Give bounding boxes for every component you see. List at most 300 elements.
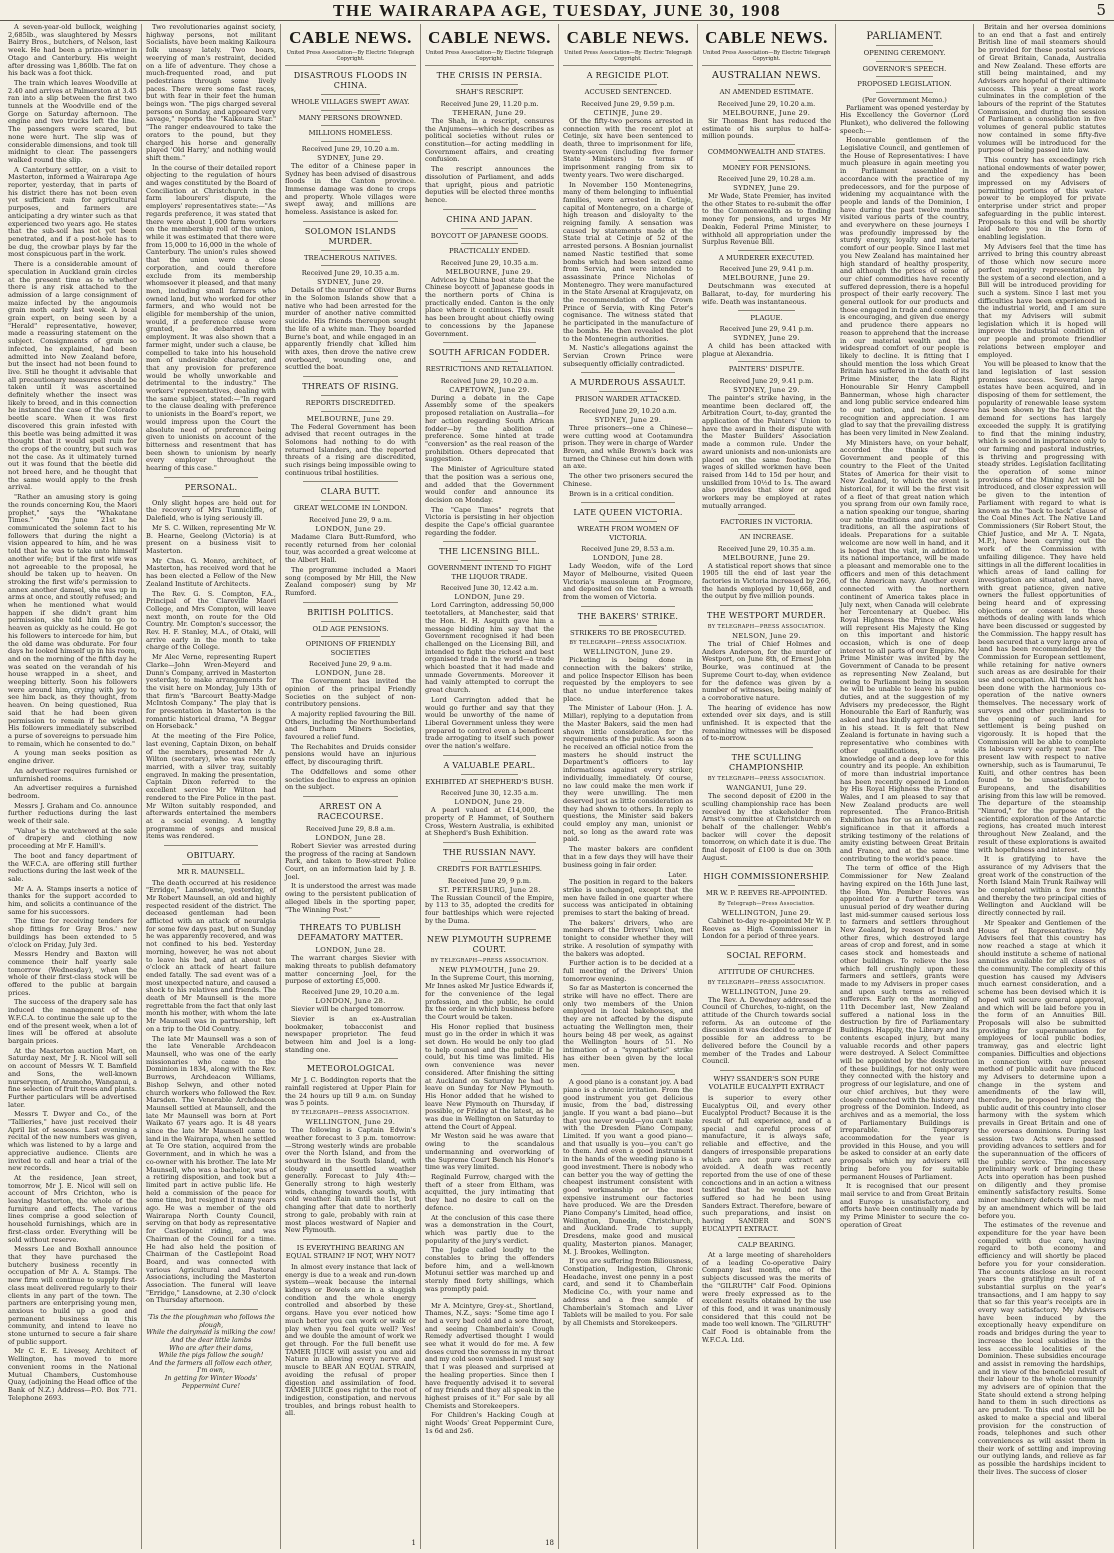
article-heading: ARREST ON A RACECOURSE.	[317, 801, 384, 821]
received-time: Received June 29, 10.20 a.m.	[301, 988, 400, 997]
divider	[599, 84, 657, 85]
column-2	[142, 24, 281, 1549]
divider	[321, 636, 380, 637]
article-paragraph: In the course of their detailed report objecting to the regulation of hours and wages constituted by the Board of Conciliation at Christchurch in the farm labourers' dispute, the employers' representatives state:—"As regards preference, it was stated that there were about 1,600 farm workers on the membership roll of the union, while it was estimated that there were from 15,000 to 16,000 in the whole of Canterbury. The union's rules showed that the union were a close corporation, and could therefore exclude from its membership whomsoever it pleased, and that many men, including small farmers who owned land, but who worked for other farmers, and who would not be eligible for membership of the union, would, if a preference clause were granted, be debarred from employment. It was also shown that a farmer might, under such a clause, be compelled to take into his household men of undesirable character, and that any provision for preference would be wholly unworkable and detrimental to the industry." The workers' representatives, dealing with the same subject, stated:—"In regard to the clause dealing with preference to unionists in the Board's report, we would impress upon the Court the absolute need of preference being given to unionists on account of the bitterness and resentment that has been shown to unionism by nearly every employer throughout the hearing of this case."	[146, 163, 276, 473]
dateline-place: MELBOURNE, June 29.	[722, 553, 811, 562]
article-paragraph: The second deposit of £200 in the sculling championship race has been received by the stakeholder from Arnst's committee at Christchurch on behalf of the challenger. Webb's backer will cover the deposit tomorrow, on which date it is due. The final deposit of £100 is due on 30th August.	[702, 792, 831, 862]
article-paragraph: The master bakers are confident that in a few days they will have their business going in fair order.	[563, 845, 693, 869]
divider	[720, 945, 813, 946]
article-paragraph: The other two prisoners secured the Chinese.	[563, 472, 693, 488]
column-6-cable-news	[698, 24, 836, 1549]
advertisement-text: A good piano is a constant joy. A bad piano is a chronic irritation. From the good instrument you get delicious music, from the bad, distressing jangle. If you want a bad piano—but that you never would—you can't make with the Dresden Piano Company, Limited. If you want a good piano—and that usually is you—you can't go to them. And even a good instrument in the hands of the weeding piano is a good investment. There is nobody who can better you the way of getting the cheapest instrument consistent with good workmanship or the most expensive instrument our factories have produced. We are the Dresden Piano Company's Limited, head office, Wellington, Dunedin, Christchurch, and Auckland. Trade to supply Dresdens, make good and musical quality, Masterton pianos. Manager, M. J. Brookes, Wellington.	[563, 1078, 693, 1256]
dateline-place: SYDNEY, June 29.	[594, 415, 662, 424]
speech-paragraph: The term of office of the High Commissioner for New Zealand having expired on the 16th June last, the Hon. Wm. Pember Reeves was appointed for a further term. An unusual period of dry weather during last mid-summer caused serious loss to farmers and settlers throughout New Zealand, by reason of bush and other fires, which destroyed large areas of crop and forest, and in some cases stock and homesteads and other buildings. To relieve the loss which fell crushingly upon these farmers and settlers, grants were made to my Advisers in proper cases and upon such terms as relieved sufferers. Early on the morning of 11th December last, New Zealand suffered a national loss in the destruction by fire of Parliamentary Buildings. Happily, the Library and its contents escaped injury, but many valuable records and other papers were destroyed. A Select Committee will be appointed by the destruction of these buildings, for not only were they connected with the history and progress of our legislature, and one of our chief archives, but they were closely connected with the history and progress of the Dominion. Indeed, as archives and as a memorial, the loss of Parliamentary Buildings is irreparable. Temporary accommodation for the year is provided in this House, and you will be asked to consider at an early date proposals which my advisers will bring before you for suitable permanent Houses of Parliament.	[840, 864, 969, 1181]
divider	[321, 110, 380, 111]
received-time: Received June 29, 9 p.m.	[447, 876, 532, 885]
article-subheading: EXHIBITED AT SHEPHERD'S BUSH.	[425, 777, 554, 786]
dateline-place: WELLINGTON, June 29.	[583, 648, 673, 657]
article-subheading: RESTRICTIONS AND RETALIATION.	[425, 365, 554, 374]
divider	[876, 61, 933, 62]
local-note-paragraph: At the residence, Jean street, tomorrow, Mr J. E. Nicol will sell on account of Mrs Crichton, who is leaving Masterton, the whole of the furniture and effects. The various lines comprise a good selection of household furnishings, which are in first-class order. Everything will be sold without reserve.	[8, 1173, 137, 1244]
article-paragraph: Deutschmann was executed at Ballarat, to-day, for murdering his wife. Death was instantaneous.	[702, 282, 831, 306]
dateline-place: TEHERAN, June 29.	[452, 108, 527, 117]
article-paragraph: In November 150 Montenegrins, many of them belonging to influential families, were arrested in Cetinje, capital of Montenegro, on a charge of high treason and disloyalty to the reigning family. A sensation was caused by statements made at the State trial at Cetinje of 52 of the arrested persons. A Bosnian journalist named Nastic testified that some bombs which had been seized came from Servia, and were intended to assassinate Prince Nicholas of Montenegro. They were manufactured in the State Arsenal at Kragujevatz, on the recommendation of the Crown Prince of Servia, with King Peter's cognisance. The witness stated that he participated in the manufacture of the bombs. He then revealed the plot to the Montenegrin authorities.	[563, 180, 693, 343]
article-subheading: STRIKERS TO BE PROSECUTED.	[569, 628, 687, 637]
article-paragraph: Sievier will be charged tomorrow.	[291, 1005, 405, 1014]
article-paragraph: A child has been attacked with plague at Alexandria.	[702, 342, 831, 358]
dateline-place: LONDON, June 28.	[315, 997, 386, 1006]
divider	[321, 621, 380, 622]
dateline-place: LONDON, June 28.	[315, 833, 386, 842]
article-paragraph: Mr Wade, State Premier, has invited the other States to re-submit the offer to the Commonwealth as to finding money for pensions, and urges Mr Deakin, Federal Prime Minister, to withhold all appropriation under the Surplus Revenue Bill.	[702, 192, 831, 247]
advertisement-heading: CALP BEARING.	[737, 1240, 796, 1249]
received-time: Received June 29, 9.41 p.m.	[719, 325, 814, 334]
verse-line: 'Tis the the ploughman who follows the plough,	[147, 1313, 275, 1329]
dateline-place: SYDNEY, June 29.	[733, 184, 800, 193]
article-heading: THE RUSSIAN NAVY.	[443, 848, 536, 858]
article-subheading: MANY PERSONS DROWNED.	[298, 113, 403, 122]
article-heading: THE LICENSING BILL.	[439, 547, 540, 557]
received-time: Received June 30, 12.35 a.m.	[440, 789, 539, 798]
byline: BY TELEGRAPH—PRESS ASSOCIATION.	[707, 624, 826, 631]
divider	[738, 310, 795, 311]
local-note-paragraph: The success of the drapery sale has induced the management of the W.F.C.A. to continue the sale up to the end of the present week, when a lot of lines will be offered at absolute bargain prices.	[8, 998, 137, 1045]
article-subheading: OPINIONS OF FRIENDLY SOCIETIES	[305, 640, 396, 657]
newspaper-title: THE WAIRARAPA AGE, TUESDAY, JUNE 30, 1908	[332, 1, 782, 20]
local-note-paragraph: Mr A. A. Stamps inserts a notice of thanks for the support accorded to him, and solicits a continuance of the same for his successors.	[8, 884, 137, 916]
article-paragraph: Three prisoners—one a Chinese—were cutting wood at Cootamundra prison. They were in charge of Warder Brown, and while Brown's back was turned the Chinese cut him down with an axe.	[563, 423, 693, 471]
local-note-paragraph: A seven-year-old bullock, weighing 2,685lb., was slaughtered by Messrs Bairry Bros., butchers, of Nelson, last week. He had been a prize-winner in Otago and Canterbury. His weight after dressing was 1,860lb. The fat on his back was a foot thick.	[8, 24, 137, 78]
received-time: Received June 29, 11.20 p.m.	[440, 99, 539, 108]
divider	[321, 917, 380, 918]
divider	[321, 395, 380, 396]
article-paragraph: The Government has invited the opinion of the principal Friendly Societies on the subject of non-contributory pensions.	[285, 677, 416, 709]
dateline-place: WELLINGTON, June 29.	[305, 1118, 396, 1127]
verse-line: I'm own,	[197, 1366, 225, 1375]
divider	[461, 243, 518, 244]
article-heading: THE WESTPORT MURDER.	[706, 611, 827, 621]
article-subheading: BOYCOTT OF JAPANESE GOODS.	[430, 231, 549, 240]
local-note-paragraph: An advertiser requires a furnished bedroom.	[8, 784, 137, 800]
speech-paragraph: Mr Speaker and Gentlemen of the House of Representatives: My Advisers feel that this country has now reached a stage at which it should institute a scheme of national annuities available for all classes of the community. The complexity of this question has caused my Advisers much earnest consideration, and a scheme has been devised which it is hoped will secure general approval, and which will be laid before you in the form of an Annuities Bill. Proposals will also be submitted providing for superannuation for employees of local public bodies, tramway, gas and electric light companies. Difficulties and objections in connection with our present method of public audit have induced my Advisers to determine upon a change in the system and amendments of the law will, therefore, be proposed bringing the public audit of this country into closer harmony with the system which prevails in Great Britain and one of the overseas dominions. During last session two Acts were passed providing advances to settlers and for the superannuation of the officers of the public service. The necessary preliminary work of bringing these Acts into operation has been pushed on diligently and they promise eminently satisfactory results. Some minor machinery defects will be met by an amendment which will be laid before you.	[978, 918, 1106, 1220]
article-heading: A MURDERER EXECUTED.	[718, 253, 815, 262]
speech-text-continued	[978, 24, 1106, 1476]
article-subheading: CREDITS FOR BATTLESHIPS.	[437, 865, 542, 874]
divider	[738, 250, 795, 251]
divider	[738, 885, 795, 886]
divider	[876, 45, 933, 46]
article-heading: A MURDEROUS ASSAULT.	[570, 378, 686, 388]
divider	[182, 864, 240, 865]
article-subheading: OPENING CEREMONY.	[863, 49, 946, 57]
article-paragraph: Only slight hopes are held out for the recovery of Mrs Tunnicliffe, of Dalefield, who is lying seriously ill.	[146, 498, 276, 523]
local-note-paragraph: Messrs T. Dwyer and Co., of the "Tallieries," have just received their April list of seasons. Last evening a recital of the new numbers was given, which was listened to by a large and appreciative audience. Clients are invited to call and hear a trial of the new records.	[8, 1110, 137, 1173]
dateline-place: LONDON, June 29.	[454, 798, 525, 807]
divider	[581, 1074, 675, 1075]
article-paragraph: Lord Carrington added that he would go further and say that they would be unworthy of the name of Liberal Government unless they were prepared to control even a beneficent trade arrogating to itself such power over the nation's welfare.	[425, 695, 554, 751]
divider	[461, 228, 518, 229]
divider	[443, 842, 536, 843]
divider	[321, 125, 380, 126]
dateline-place: LONDON, June 29.	[454, 593, 525, 602]
article-heading: FACTORIES IN VICTORIA.	[720, 517, 813, 526]
press-credit: United Press Association—By Electric Telegraph Copyright.	[563, 50, 693, 66]
article-paragraph: Mr S. C. Wilken, representing Mr W. B. Hearne, Geelong (Victoria) is at present on a business visit to Masterton.	[146, 523, 276, 555]
divider	[738, 144, 795, 145]
article-paragraph: The programme included a Maori song (composed by Mr Hill, the New Zealand composer) sung by Mr Rumford.	[285, 565, 416, 597]
article-subheading: PROPOSED LEGISLATION.	[857, 80, 952, 88]
obituary-subject: MR R. MAUNSELL.	[176, 868, 246, 877]
dateline-place: ST. PETERSBURG, June 28.	[438, 885, 541, 894]
section-heading: AUSTRALIAN NEWS.	[712, 70, 821, 82]
local-note-paragraph: Messrs J. Graham and Co. announce further reductions during the last week of their sale.	[8, 801, 137, 826]
divider	[720, 866, 813, 867]
speech-paragraph: Britain and her oversea dominions to an end that a fast and entirely British line of mail steamers should be provided for these postal services of Great Britain, Canada, Australia and New Zealand. These efforts are still being maintained, and my Advisers are hopeful of their ultimate success. This year a great work culminates in the completion of the labours of the reprint of the Statutes Commission, and during the session of Parliament a consolidation in five volumes of general public statutes now contained in some fifty-five volumes will be introduced for the purpose of being passed into law.	[978, 24, 1106, 155]
local-note-paragraph: There is a considerable amount of speculation in Auckland grain circles at the present time as to whether there is any risk attached to the admission of a large consignment of maize infected by the angoumois grain moth early last week. A local grain expert, on being seen by a "Herald" representative, however, made a reassuring statement on the subject. Consignments of grain so infected, he explained, had been admitted into New Zealand before, but the insect had not been found to live. Still he thought it advisable that all precautionary measures should be taken until it was ascertained definitely whether the insect was likely to breed, and in this connection he instanced the case of the Colorado beetle scare. When it was first discovered this grain infested with this beetle was being admitted it was thought that it would spell ruin for the crops of the country, but such was not the case. As it ultimately turned out it was found that the beetle did not breed here, and he thought that the same would apply to the fresh arrival.	[8, 260, 137, 492]
divider	[303, 221, 398, 222]
dateline-place: LONDON, June 28.	[315, 946, 386, 955]
divider	[321, 411, 380, 412]
speech-paragraph: Honourable gentlemen of the Legislative Council, and gentlemen of the House of Representatives: I have much pleasure in again meeting you in Parliament assembled in accordance with the practice of my predecessors, and for the purpose of widening my acquaintance with the people and lands of the Dominion, I have during the past twelve months visited various parts of the country, and everywhere on these journeys I was profoundly impressed by the sturdy energy, loyalty and material comfort of our people. Since I last met you New Zealand has maintained her high standard of healthy prosperity, and although the prices of some of our chief commodities have recently suffered depression, there is a hopeful prospect of their early recovery. The general outlook for our products and those engaged in trade and commerce is encouraging, and given due energy and prudence there appears no reason to apprehend that the increase in our material wealth and the widespread comfort of our people is likely to decline. It is fitting that I should mention the loss which Great Britain has suffered in the death of its Prime Minister, the late Right Honourable Sir Henry Campbell Bannerman, whose high character and long public service endeared him to our nation, and now deserve recognition and appreciation. I am glad to say that the prevailing distress has been very limited in New Zealand.	[840, 136, 969, 438]
column-7-parliament	[836, 24, 974, 1549]
divider	[443, 929, 536, 930]
article-paragraph: Brown is in a critical condition.	[569, 489, 674, 498]
article-paragraph: During a debate in the Cape Assembly some of the speakers proposed retaliation on Australia—for her action regarding South African fodder—by the abolition of preference. Some hinted at trade "conversion" as the real reason of the prohibition. Others deprecated that suggestion.	[425, 393, 554, 464]
verse-line: And the farmers all follow each other,	[149, 1358, 273, 1367]
byline: BY TELEGRAPH—PRESS ASSOCIATION.	[707, 979, 826, 986]
dateline-place: NELSON, June 29.	[732, 632, 801, 641]
article-heading: SOUTH AFRICAN FODDER.	[428, 348, 551, 358]
masthead	[0, 0, 1114, 21]
article-subheading: ATTITUDE OF CHURCHES.	[718, 968, 815, 977]
article-paragraph: Sir Thomas Bent has reduced the estimate of his surplus to half-a-million pounds.	[702, 116, 831, 141]
article-paragraph: The hearing of evidence has now extended over six days, and is still unfinished. It is expected that the remaining witnesses will be disposed of to-morrow.	[702, 703, 831, 743]
article-paragraph: The rescript announces the dissolution of Parliament, and adds that upright, pious and patriotic deputies will be elected three months hence.	[425, 165, 554, 204]
article-subheading: PRACTICALLY ENDED.	[448, 247, 531, 256]
divider	[720, 747, 813, 748]
divider	[443, 342, 536, 343]
local-note-paragraph: Messrs Lee and Boxhall announce that they have purchased the butchery business recently in occupation of Mr A. A. Stamps. The new firm will continue to supply first-class meat delivered regularly to their clients in any part of the town. The partners are enterprising young men, anxious to build up a good and permanent business in this community, and intend to leave no stone unturned to secure a fair share of public support.	[8, 1245, 137, 1346]
column-1-local-notes	[4, 24, 142, 1549]
article-paragraph: The Judge called loudly to the constables to bring the offenders before him, and a well-known Motunui settler was marched up and sternly fined forty shillings, which was promptly paid.	[425, 1246, 554, 1293]
received-time: Received June 29, 10.20 a.m.	[717, 99, 816, 108]
dateline-place: SYDNEY, June 29.	[317, 278, 384, 287]
cable-news-heading: CABLE NEWS.	[566, 28, 690, 47]
divider	[321, 500, 380, 501]
article-subheading: OLD AGE PENSIONS.	[312, 624, 389, 633]
divider	[321, 265, 380, 266]
divider	[164, 845, 258, 846]
advertisement-text: If you are suffering from Biliousness, Constipation, Indigestion, Chronic Headache, invest one penny in a post card, and send it to Chamberlain Medicine Co., with your name and address and a free sample of Chamberlain's Stomach and Liver Tablets will be mailed to you. For sale by all Chemists and Storekeepers.	[563, 1257, 693, 1327]
article-heading: HIGH COMMISSIONERSHIP.	[703, 872, 830, 882]
divider	[720, 1070, 813, 1071]
article-paragraph: In the Supreme Court, this morning, Mr Innes asked Mr Justice Edwards if, for the convenience of the legal profession, and the public, he could fix the order in which business before the Court would be taken.	[425, 974, 554, 1021]
divider	[321, 141, 380, 142]
received-time: Received June 29, 10.35 a.m.	[301, 269, 400, 278]
article-paragraph: Mr J. C. Boddington reports that the rainfall registered at Upper Plain for the 24 hours up till 9 a.m. on Sunday was 5 points.	[285, 1076, 416, 1108]
article-heading: CHINA AND JAPAN.	[446, 214, 533, 224]
article-paragraph: The Rechabites and Druids consider pensions would have an injurious effect, by discouraging thrift.	[285, 742, 416, 767]
divider	[738, 84, 795, 85]
article-paragraph: His Honor replied that business must go in the order in which it was set down. He would be only too glad to help counsel and the public if he could, but his time was limited. His own convenience was never considered. After finishing the sitting at Auckland on Saturday he had to leave on Sunday for New Plymouth. His Honor added that he wished to leave New Plymouth on Thursday, if possible, or Friday at the latest, as he was due in Wellington on Saturday to attend the Court of Appeal.	[425, 1022, 554, 1131]
divider	[738, 361, 795, 362]
divider	[303, 602, 398, 603]
article-paragraph: The late Mr Maunsell was a son of the late Venerable Archdeacon Maunsell, who was one of the early missionaries who came to the Dominion in 1834, along with the Rev. Burrows, Archdeacon Williams, Bishop Selwyn, and other noted church workers who followed the Rev. Marsden. The Venerable Archdeacon Maunsell settled at Maunsell, and the late Mr Maunsell was born at Port Waikato 67 years ago. It is 48 years since the late Mr Maunsell came to land in the Wairarapa, when he settled at Te Ore station, acquired from the Government, and in which he was a co-owner with his brother. The late Mr Maunsell, who was a bachelor, was of a retiring disposition, and took but a limited part in active public life. He held a commission of the peace for some time, but resigned it many years ago. He was a member of the old Wairarapa North County Council, serving on that body as representative for Castlepoint riding, and was Chairman of the Council for a time. He had also held the position of Chairman of the Castlepoint Road Board, and was connected with various Agricultural and Pastoral Associations, including the Masterton Association. The funeral will leave "Erridge," Lansdowne, at 2.30 o'clock on Thursday afternoon.	[146, 1034, 276, 1305]
received-time: Received June 29, 9.59 p.m.	[581, 99, 675, 108]
byline: BY TELEGRAPH—PRESS ASSOCIATION.	[430, 958, 549, 965]
dateline-place: WELLINGTON, June 29.	[721, 908, 812, 917]
dateline-place: MELBOURNE, June 29.	[445, 267, 534, 276]
dateline-place: NEW PLYMOUTH, June 29.	[438, 966, 541, 975]
divider	[303, 376, 398, 377]
verse-line: Who are after their dams,	[169, 1343, 253, 1352]
received-time: Received June 29, 8.53 a.m.	[581, 545, 675, 554]
page-number: 5	[1096, 1, 1106, 19]
speech-text	[840, 105, 969, 1230]
article-subheading: GREAT WELCOME IN LONDON.	[293, 504, 408, 513]
dateline-place: MELBOURNE, June 29.	[722, 108, 811, 117]
speech-paragraph: The estimates of the revenue and expenditure for the year have been compiled with due care, having regard to both economy and efficiency and will shortly be placed before you for your consideration. The accounts disclose an in recent years the gratifying result of a substantial surplus on the year's transactions, and I am happy to say that so far this year's receipts are in every way satisfactory. My Advisers have been induced by the exceptionally heavy expenditure on roads and bridges during the year to increase the local subsidies in the less accessible localities of the Dominion. These subsidies encourage and assist in removing the hardships, and in view of the beneficial result of their labour to the whole community my advisers are of opinion that the State should extend a strong helping hand to them in such directions as are prudent. To this end you will be asked to make a special and liberal provision for the construction of roads, telephones and such other conveniences as will assist them in their work of settling and improving our outlying lands, and relieve as far as possible the hardships incident to their lives. The success of closer	[978, 1221, 1106, 1476]
article-heading: A REGICIDE PLOT.	[586, 71, 670, 81]
column-4-cable-news	[421, 24, 559, 1549]
article-heading: THREATS TO PUBLISH DEFAMATORY MATTER.	[297, 923, 404, 943]
divider	[461, 84, 518, 85]
article-heading: THE BAKERS' STRIKE.	[577, 611, 679, 621]
article-paragraph: The following is Captain Edwin's weather forecast to 3 p.m. tomorrow:—Strong westerly winds are probable over the North Island, and from the southward in the South Island, with cloudy and unsettled weather generally. Forecast to July 4th:—Generally strong to high westerly winds, changing towards south, with cold weather. Rain until the 1st, but changing after that date to northerly strong to gale, probably with rain at most places westward of Napier and New Plymouth.	[285, 1126, 416, 1235]
article-subheading: MILLIONS HOMELESS.	[308, 129, 393, 138]
byline: By Telegraph—Press Association.	[717, 900, 815, 907]
advertisement-text: At a large meeting of shareholders of a leading Co-operative Dairy Company last month, one of the subjects discussed was the merits of the "GILRUTH" Calf Food. Opinions were freely expressed as to the excellent results obtained by the use of this food, and it was unanimously considered that this could not be made too well known. The "GILRUTH" Calf Food is obtainable from the W.F.C.A. Ltd.	[702, 1251, 831, 1344]
press-credit: United Press Association—By Electric Telegraph Copyright.	[285, 50, 416, 66]
advertisement-text: Mr A. Mcintyre, Grey-st., Shortland, Thames, N.Z., says: "Some time ago I had a very bad cold and a sore throat, and seeing Chamberlain's Cough Remedy advertised thought I would see what it would do for me. A few doses cured the soreness in my throat and my cold soon vanished. I must say that I was pleased and surprised at the healing properties. Since then I have frequently advised it to several of my friends and they all speak in the highest praises of it." For sale by all Chemists and Storekeepers.	[425, 1301, 554, 1410]
divider	[581, 606, 675, 607]
article-paragraph: Reginald Furrow, charged with the theft of a steer from Eltham, was acquitted, the jury intimating that they had no desire to call on the defence.	[425, 1172, 554, 1212]
advertisement-text: For Children's Hacking Cough at night Woods' Great Peppermint Cure, 1s 6d and 2s6.	[425, 1411, 554, 1435]
local-note-paragraph: At the Masterton auction Mart, on Saturday next, Mr J. R. Nicol will sell on account of Messrs W. T. Bamfield and Sons, the well-known nurserymen, of Aramoho, Wanganui, a fine selection of fruit trees and plants. Further particulars will be advertised later.	[8, 1046, 137, 1109]
verse-line: While the dairymaid is milking the cow!	[146, 1328, 276, 1337]
local-note-paragraph: A young man seeks position as engine driver.	[8, 749, 137, 766]
advertisement-text: is superior to every other Eucalyptus Oil, and every other Eucalyptol Product? Because it is the result of full experience, and of a special and careful process of manufacture, it is always safe, reliable and effective, and the dangers of irresponsible preparations which are not pure extract are avoided. A death was recently reported from the use of one of these concoctions and in an action a witness testified that he would not have suffered so had he been using Sanders Extract. Therefore, beware of such preparations, and insist on having SANDER and SON'S EUCALYPTI EXTRACT.	[702, 1093, 831, 1233]
received-time: Received June 29, 10.20 a.m.	[301, 144, 400, 153]
local-note-paragraph: A Canterbury settler, on a visit to Masterton, informed a Wairarapa Age reporter, yesterday, that in parts of his district there has not been even yet sufficient rain for agricultural purposes, and farmers are anticipating a dry winter such as that experienced two years ago. He states that the sub-soil has not yet been penetrated, and if a post-hole has to be dug, the crowbar plays by far the most conspicuous part in the work.	[8, 165, 137, 259]
article-paragraph: The bakers' drivers, who are members of the Drivers' Union, met tonight to consider whether they will strike. A resolution of sympathy with the bakers was adopted.	[563, 918, 693, 958]
dateline-place: SYDNEY, June 29.	[317, 153, 384, 162]
article-paragraph: Madame Clara Butt-Rumford, who recently returned from her colonial tour, was accorded a great welcome at the Albert Hall.	[285, 532, 416, 565]
article-heading: THE SCULLING CHAMPIONSHIP.	[729, 753, 804, 773]
divider	[443, 1298, 536, 1299]
article-subheading: GOVERNOR'S SPEECH.	[862, 64, 947, 73]
dateline-place: MELBOURNE, June 29.	[306, 414, 395, 423]
divider	[443, 209, 536, 210]
article-heading: DISASTROUS FLOODS IN CHINA.	[293, 71, 408, 91]
divider	[581, 502, 675, 503]
article-heading: THREATS OF RISING.	[302, 382, 399, 392]
divider	[303, 1239, 398, 1240]
divider	[443, 755, 536, 756]
speech-paragraph: My Ministers have, on your behalf, accorded the thanks of the Government and people of this country to the Fleet of the United States of America for their visit to New Zealand, to which the event is historical, for it will be the first visit of a fleet of that great nation which you sprang from our own family race, a nation speaking our tongue, sharing our noble traditions and our noblest traditions, an all the aspirations of ideals. Preparations for a suitable welcome are now well in hand, and it is hoped that the visit, in addition to its national importance, will be made a pleasant and memorable one to the officers and men of this detachment of the American navy. Another event connected with the northern continent of America takes place in July next, when Canada will celebrate her Tercentenary at Quebec. His Royal Highness the Prince of Wales will represent His Majesty the King on this important and historic occasion, which is one of deep interest to all parts of our Empire. My Prime Minister was invited by the Government of Canada to be present as representing New Zealand, but owing to Parliament being in session he will be unable to leave his public duties, and at the suggestion of my Advisers my predecessor, the Right Honourable the Earl of Ranfurly, was asked and has kindly agreed to attend in his stead. It is felt that New Zealand is fortunate in having such a representative who combines with other qualifications, a wide knowledge of and a deep love for this country and its people. An exhibition of more than industrial importance has been recently opened in London by His Royal Highness the Prince of Wales, and I am pleased to say that New Zealand products are well represented. The Franco-British Exhibition has for us an international significance in that it affords a striking testimony of the relations of amity existing between Great Britain and France, and at the same time contributing to the world's peace.	[840, 438, 969, 863]
article-heading: SOCIAL REFORM.	[726, 951, 807, 961]
divider	[321, 250, 380, 251]
article-paragraph: The Oddfellows and some other societies decline to express an opinion on the subject.	[285, 767, 416, 792]
local-note-paragraph: An advertiser requires furnished or unfurnished rooms.	[8, 766, 137, 783]
article-paragraph: The Federal Government has been advised that recent outrages in the Solomons had nothing to do with returned Islanders, and the reported threats of a rising are discredited, such risings being impossible owing to continuous tribal hostilities.	[285, 422, 416, 477]
divider	[303, 796, 398, 797]
dateline-place: WELLINGTON, June 29.	[721, 987, 812, 996]
divider	[738, 160, 795, 161]
press-credit: United Press Association—By Electric Telegraph Copyright.	[425, 50, 554, 66]
article-heading: AN AMENDED ESTIMATE.	[719, 88, 814, 97]
article-subheading: SHAH'S RESCRIPT.	[455, 88, 524, 97]
article-paragraph: Details of the murder of Oliver Burns in the Solomon Islands show that a native who had been arrested for the murder of another native committed suicide. His friends thereupon sought the life of a white man. They boarded Burne's boat, and while engaged in an apparently friendly chat killed him with axes, then drove the native crew overboard, wounding one, and scuttled the boat.	[285, 286, 416, 372]
divider	[599, 625, 657, 626]
divider	[461, 560, 518, 561]
column-foot-number: 18	[545, 1539, 554, 1547]
verse-line: While the pigs follow the sough!	[158, 1351, 264, 1360]
local-note-paragraph: The boot and fancy department of the W.F.C.A. are offering still further reductions during the last week of the sale.	[8, 851, 137, 883]
received-time: Received June 29, 8.8 a.m.	[305, 824, 396, 833]
article-paragraph: The position in regard to the bakers strike is unchanged, except that the men have failed in one quarter where success was anticipated in obtaining premises to start the baking of bread.	[563, 878, 693, 918]
dateline-place: LONDON, June 28.	[592, 554, 664, 563]
divider	[876, 92, 933, 93]
article-paragraph: Sievier is an ex-Australian bookmaker, tobacconist and newspaper proprietor. The feud between him and Joel is a long-standing one.	[285, 1014, 416, 1054]
article-heading: PLAGUE.	[750, 313, 783, 322]
cable-news-heading: CABLE NEWS.	[705, 28, 828, 47]
article-paragraph: Mr Chas. G. Monro, architect, of Masterton, has received word that he has been elected a Fellow of the New Zealand Institute of Architects.	[146, 556, 276, 588]
section-heading-obituary: OBITUARY.	[186, 851, 236, 861]
speech-paragraph: It is recognised that our present mail service to and from Great Britain and Europe is unsatisfactory, and efforts have been continually made by my Prime Minister to secure the co-operation of Great	[840, 1182, 969, 1229]
article-paragraph: The death occurred at his residence "Erridge," Lansdowne, yesterday, of Mr Robert Maunsell, an old and highly respected resident of the district. The deceased gentleman had been afflicted with an attack of neuralgia for some few days past, but on Sunday he was apparently recovered, and was not confined to his bed. Yesterday morning, however, he was not about to leave his bed, and at about ten o'clock an attack of heart failure ended fatally. The sad event was of a most unexpected nature, and caused a shock to his relatives and friends. The death of Mr Maunsell is the more regrettable from the fact that only last month his mother, with whom the late Mr Maunsell was in partnership, left on a trip to the Old Country.	[146, 878, 276, 1033]
divider	[738, 964, 795, 965]
divider	[738, 529, 795, 530]
article-paragraph: The painter's strike having, in the meantime been declared off, the Arbitration Court, to-day, granted the application of the Painters' Union to have the award in their dispute with the Master Builders' Association made a common rule. Under the award unionists and non-unionists are placed on the same footing. The wages of skilled workmen have been raised from 14d to 15d per hour, and unskilled from 10½d to 1s. The award also provides that slow or aged workers may be employed at rates mutually arranged.	[702, 393, 831, 510]
article-subheading: TREACHEROUS NATIVES.	[304, 253, 397, 262]
divider	[182, 496, 240, 497]
article-subheading: MONEY FOR PENSIONS.	[722, 163, 811, 172]
byline: BY TELEGRAPH—PRESS ASSOCIATION.	[569, 640, 687, 647]
article-heading: PARLIAMENT.	[866, 31, 943, 42]
byline: BY TELEGRAPH—PRESS ASSOCIATION.	[707, 776, 826, 783]
article-heading: BRITISH POLITICS.	[307, 607, 394, 617]
article-paragraph: Two revolutionaries against society, highway persons, not militant Socialists, have been making Kaikoura folk uneasy lately. Two boars, weerying of man's restraint, decided on a life of adventure. They chose a much-frequented road, and put pedestrians through some lively paces. There were some fast races, but with fear in their feet the human beings won. "The pigs charged several persons on Sunday, and appeared very savage," reports the "Kaikoura Star." "The ranger endeavoured to take the orators to the pound, but they charged his horse and generally played 'Old Harry,' and nothing would shift them."	[146, 24, 276, 162]
article-subheading: WREATH FROM WOMEN OF VICTORIA.	[577, 525, 679, 542]
article-paragraph: At the meeting of the Fire Police, last evening, Captain Dixon, on behalf of the members, presented Mr A. Wilton (secretary), who was recently married, with a silver tray, suitably engraved. In making the presentation, Captain Dixon referred to the excellent service Mr Wilton had rendered to the Fire Police in the past. Mr Wilton suitably responded, and afterwards entertained the members at a social evening. A lengthy programme of songs and musical items was rendered.	[146, 732, 276, 841]
article-subheading: PRISON WARDER ATTACKED.	[575, 395, 681, 404]
dateline-place: CETINJE, June 29.	[593, 108, 663, 117]
dateline-place: MELBOURNE, June 29.	[722, 274, 811, 283]
article-subheading: AN INCREASE.	[739, 533, 794, 541]
press-credit: United Press Association—By Electric Telegraph Copyright.	[702, 50, 831, 66]
article-subheading: REPORTS DISCREDITED.	[305, 399, 396, 408]
divider	[303, 1058, 398, 1059]
article-paragraph: Lord Carrington, addressing 50,000 teetotallers, at Manchester, said that the Hon. H. H. Asquith gave him a message bidding him say that the Government recognised it had been challenged on the Licensing Bill, and intended to fight the richest and best organised trade in the world—a trade which boasted that it had made and unmade Governments. Moreover it had vainly attempted to corrupt the great church.	[425, 601, 554, 695]
cable-news-heading: CABLE NEWS.	[289, 28, 412, 47]
article-heading: LATE QUEEN VICTORIA.	[573, 508, 683, 518]
article-heading: THE CRISIS IN PERSIA.	[436, 71, 543, 81]
article-paragraph: Mr Weston said he was aware that owing to the scandalous undermanning and overworking of the Supreme Court Bench his Honor's time was very limited.	[425, 1132, 554, 1172]
article-paragraph: The "Cape Times" regrets that Victoria is persisting in her objection despite the Cape's official guarantee regarding the fodder.	[425, 505, 554, 537]
column-3-cable-news	[281, 24, 421, 1549]
speech-paragraph: It is gratifying to have the assurance of my Advisers that the great work of the construction of the North Island Main Trunk Railway will be completed within a few months and thereby the two principal cities of Wellington and Auckland will be directly connected by rail.	[978, 855, 1106, 918]
divider	[599, 391, 657, 392]
article-paragraph: The Russian Council of the Empire, by 113 to 35, adopted the credits for four battleships which were rejected by the Duma.	[425, 893, 554, 925]
speech-paragraph: Parliament was opened yesterday by His Excellency the Governor (Lord Plunket), who delivered the following speech:—	[840, 103, 969, 135]
received-time: Received June 29, 10.20 a.m.	[440, 376, 539, 385]
article-paragraph: Picketing is being done in connection with the bakers' strike, and police Inspector Ellison has been requested by the employers to see that no undue interference takes place.	[563, 656, 693, 703]
speech-paragraph: You will be pleased to know that the land legislation of last session promises success. Several large estates have been acquired, and in disposing of them for settlement, the popularity of renewable lease system has been shown by the fact that the demand for sections has largely exceeded the supply. It is gratifying to find that the mining industry, which is second in importance only to our farming and pastoral industries, is thriving and progressing with steady strides. Legislation facilitating the operation of some minor provisions of the Mining Act will be introduced, and closer expression will be given to the intention of Parliament with regard to what is known as the "back to back" clause of the Coal Mines Act. The Native Land Commissioners (Sir Robert Stout, the Chief Justice, and Mr A. T. Ngata, M.P.), have been carrying out the work of the Commission with unfailing diligence. They have held sittings in all the different localities in which areas of land calling for investigation are situated, and have, with great patience, given native owners the fullest opportunities of being heard and of expressing objections or consent to these methods of dealing with lands which have been discussed or suggested by the Commission. The happy result has been secured that a very large area of land has been recommended by the Commission for European settlement, while retaining for native owners such areas as are desirable for their use and occupation. All this work has been done with the harmonious co-operation of the native owners themselves. The necessary work of surveys and other preliminaries to the opening of such land for settlement is being pushed on vigorously. It is hoped that the Commission will be able to complete its labours very early next year. The present law with respect to native ownership, such as is Taumarunui, Te Kuiti, and other centres has been found to be unsatisfactory to Europeans, and the disabilities arising from this law will be removed. The departure of the steamship "Nimrod," for the purpose of the scientific exploration of the Antarctic regions, has created much interest throughout New Zealand, and the result of these explorations is awaited with hopefulness and interest.	[978, 360, 1106, 854]
article-heading: NEW PLYMOUTH SUPREME COURT.	[427, 935, 552, 955]
article-paragraph: The Minister of Labour (Hon. J. A. Millar), replying to a deputation from the Master Bakers, said the men had shown little consideration for the requirements of the public. As soon as he received an official notice from the masters he should instruct the Department's officers to lay informations against every striker, individually, immediately. Of course, no law could make the men work if they were unwilling. The men deserved just as little consideration as they had shown to others. In reply to questions, the Minister said bakers could employ any man, unionist or not, so long as the award rate was paid.	[563, 704, 693, 844]
article-paragraph: So far as Masterton is concerned the strike will have no effect. There are only two members of the Union employed in local bakehouses, and they are not affected by the dispute actuating the Wellington men, their hours being 48 per week, as against the Wellington hours of 51. No intimation of a "sympathetic" strike has either been given by the local men.	[563, 984, 693, 1070]
dateline-place: LONDON, June 28.	[315, 669, 386, 678]
section-heading-personal: PERSONAL.	[184, 482, 238, 492]
memo-note: (Per Government Memo.)	[862, 95, 947, 104]
article-paragraph: The trial of Chief Holmes and Anders Anderson, for the murder of Westport, on June 8th, of Ernest John Bourke, was continued at the Supreme Court to-day, when evidence for the defence was given by a number of witnesses, being mainly of a corroborative nature.	[702, 640, 831, 702]
article-subheading: GOVERNMENT INTEND TO FIGHT THE LIQUOR TRADE.	[427, 564, 552, 581]
article-paragraph: The Minister of Agriculture stated that the position was a serious one, and added that the Government would confer and announce its decision on Monday.	[425, 465, 554, 504]
article-paragraph: Cabinet to-day re-appointed Mr W. P. Reeves as High Commissioner in London for a period of three years.	[702, 916, 831, 941]
article-paragraph: M. Nastic's allegations against the Servian Crown Prince were subsequently officially contradicted.	[563, 344, 693, 368]
article-paragraph: A statistical report shows that since 1905 till the end of last year the factories in Victoria increased by 266, the hands employed by 10,668, and the output by five million pounds.	[702, 561, 831, 601]
divider	[461, 861, 518, 862]
received-time: Received June 29, 10.28 a.m.	[717, 175, 816, 184]
received-time: Received June 29, 10.20 a.m.	[579, 406, 677, 415]
dateline-place: CAPETOWN, June 29.	[449, 385, 530, 394]
column-8-parliament-continued	[974, 24, 1110, 1549]
divider	[738, 1237, 795, 1238]
columns	[4, 24, 1110, 1549]
verse-advertisement	[146, 1314, 276, 1390]
article-heading: A VALUABLE PEARL.	[443, 760, 536, 770]
received-time: Received June 30, 12.42 a.m.	[440, 584, 539, 593]
received-time: Received June 29, 9 a.m.	[309, 660, 392, 669]
article-paragraph: At the conclusion of this case there was a demonstration in the Court, which was partly due to the popularity of the jury's verdict.	[425, 1213, 554, 1245]
dateline-place: LONDON, June 29.	[315, 524, 386, 533]
article-subheading: ACCUSED SENTENCED.	[584, 88, 672, 97]
article-paragraph: A pearl valued at £14,000, the property of P. Hammet, of Southern Cross, Western Australia, is exhibited at Shepherd's Bush Exhibition.	[425, 806, 554, 838]
article-paragraph: A majority replied favouring the Bill. Others, including the Northumberland and Durham Miners Societies, favoured a relief fund.	[285, 709, 416, 742]
divider	[443, 541, 536, 542]
column-5-cable-news	[559, 24, 698, 1549]
divider	[720, 605, 813, 606]
article-paragraph: Lady Weedon, wife of the Lord Mayor of Melbourne, visited Queen Victoria's mausoleum at Frogmore, and deposited on the tomb a wreath from the women of Victoria.	[563, 562, 693, 602]
divider	[303, 481, 398, 482]
local-note-paragraph: Mr C. E. E. Livesey, Architect of Wellington, has moved to more convenient rooms in the National Mutual Chambers, Customhouse Quay, (adjoining the Head office of the Bank of N.Z.) Address—P.O. Box 771. Telephone 2693.	[8, 1347, 137, 1402]
article-paragraph: The editor of a Chinese paper in Sydney has been advised of disastrous floods in the Canton province. Immense damage was done to crops and property. Whole villages were swept away, and millions are homeless. Assistance is asked for.	[285, 161, 416, 217]
dateline-place: SYDNEY, June 29.	[733, 385, 800, 394]
divider	[599, 521, 657, 522]
divider	[461, 774, 518, 775]
received-time: Received June 29, 10.35 a.m.	[717, 544, 816, 553]
received-time: Received June 29, 10.35 a.m.	[440, 258, 539, 267]
article-paragraph: The warrant charges Sievier with making threats to publish defamatory matter concerning Joel, for the purpose of extorting £5,000.	[285, 954, 416, 986]
local-note-paragraph: The train which leaves Woodville at 2.40 and arrives at Palmerston at 3.45 ran into a slip between the first two tunnels at the Woodville end of the Gorge on Saturday afternoon. The engine and two trucks left the line. The passengers were scared, but none were hurt. The slip was of considerable dimensions, and took till midnight to clear. The passengers walked round the slip.	[8, 78, 137, 164]
received-time: Received June 29, 9.41 p.m.	[719, 265, 814, 274]
article-paragraph: Of the fifty-two persons arrested in connection with the recent plot at Cetinje, six have been sentenced to death, three to imprisonment for life, twenty-seven (including five former State Ministers) to terms of imprisonment ranging from six to twenty years. Two were discharged.	[563, 116, 693, 179]
article-heading: METEOROLOGICAL	[306, 1064, 395, 1074]
article-paragraph: The Shah, in a rescript, censures the Anjumens—which he describes as political societies without rules or constitution—for acting meddling in Government affairs, and creating confusion.	[425, 116, 554, 164]
received-time: Received June 29, 9.41 p.m.	[719, 376, 814, 385]
article-subheading: MR W. P. REEVES RE-APPOINTED.	[705, 889, 828, 898]
advertisement-heading: WHY? SSANDER'S SON PURE VOLATILE EUCALYPTI EXTRACT	[708, 1074, 825, 1092]
article-heading: COMMONWEALTH AND STATES.	[707, 148, 826, 157]
later-marker: Later.	[668, 871, 687, 880]
divider	[461, 361, 518, 362]
divider	[164, 1309, 258, 1310]
dateline-place: WANGANUI, June 29.	[726, 784, 807, 793]
article-paragraph: Mr Alec Verne, representing Rupert Clarke—John Wren-Meyerd and Dunn's Company, arrived in Masterton yesterday, to make arrangements for the visit here on Monday, July 13th of that firm's "Barcourt Beatty-Madge McIntosh Company." The play that is for presentation in Masterton is the romantic historical drama, "A Beggar on Horseback."	[146, 653, 276, 731]
article-heading: PAINTERS' DISPUTE.	[728, 365, 805, 374]
verse-line: And the dear little lambs	[170, 1335, 252, 1344]
